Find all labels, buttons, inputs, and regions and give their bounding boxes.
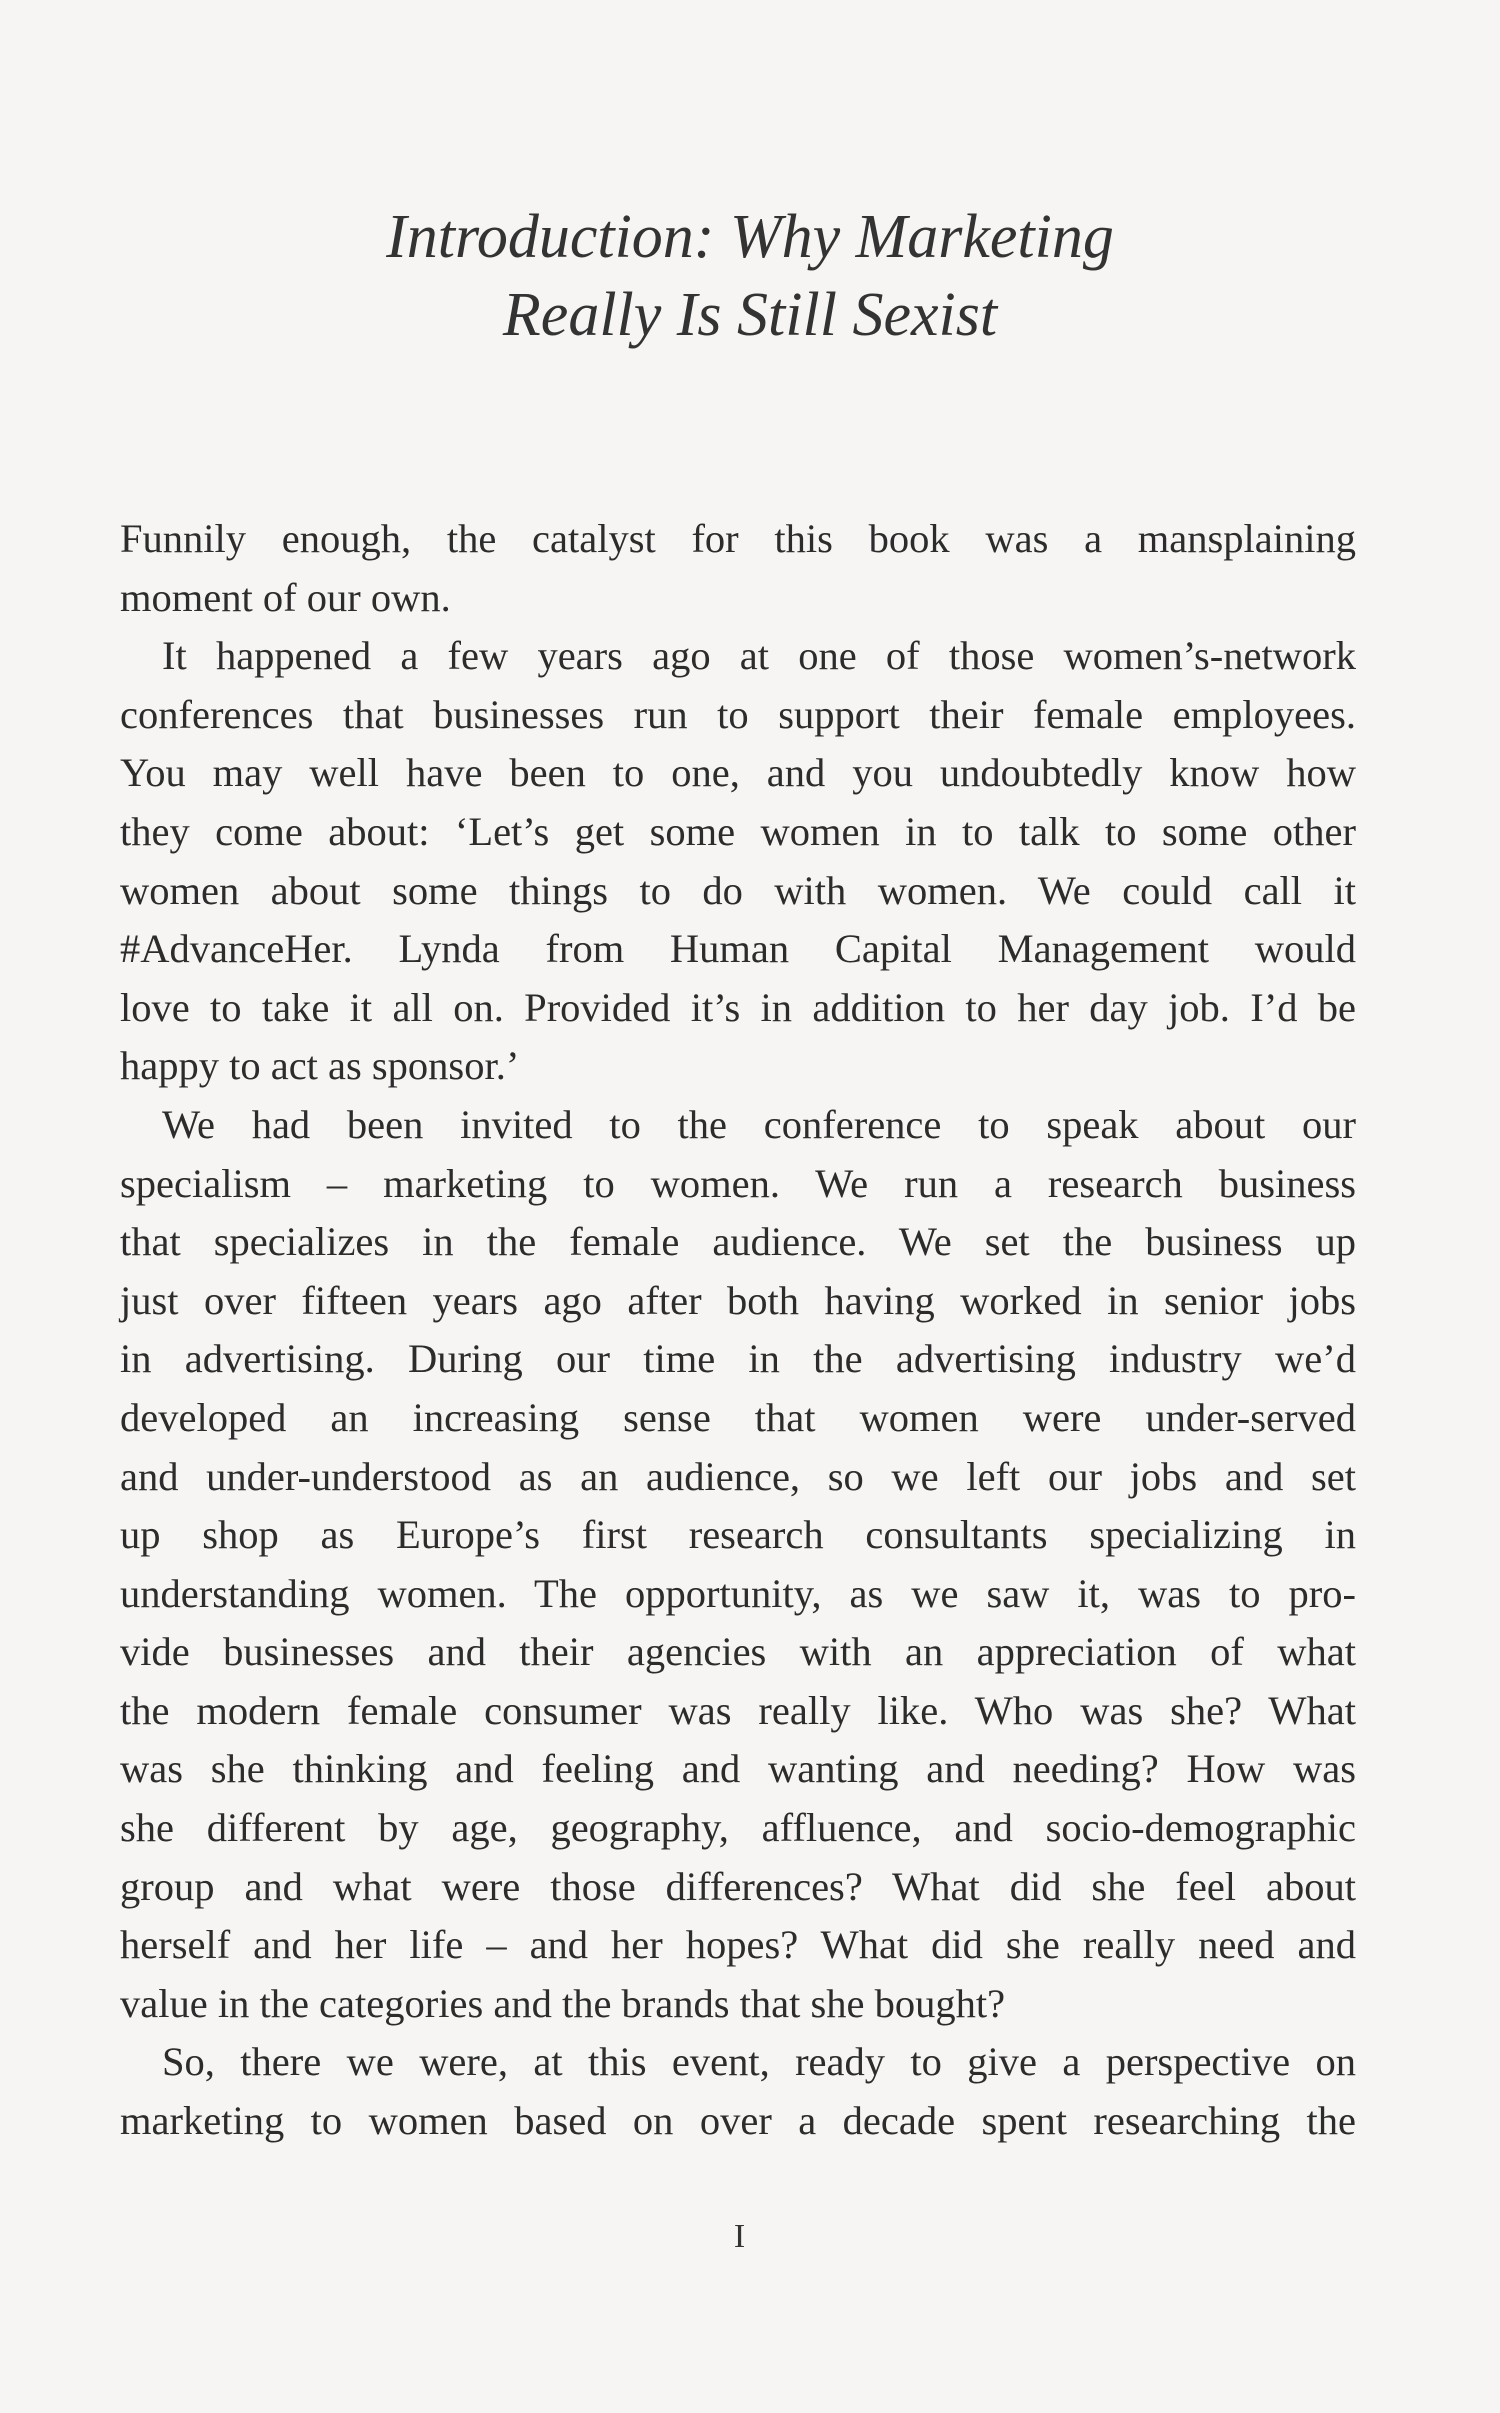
text-line: she different by age, geography, affluence, and socio-demographic [120, 1805, 1356, 1851]
text-line: understanding women. The opportunity, as we saw it, was to pro- [120, 1570, 1356, 1616]
text-line: #AdvanceHer. Lynda from Human Capital Management would [120, 926, 1356, 972]
text-line: just over fifteen years ago after both having worked in senior jobs [120, 1277, 1356, 1323]
text-line: love to take it all on. Provided it’s in addition to her day job. I’d be [120, 984, 1356, 1030]
text-line: Funnily enough, the catalyst for this book was a mansplaining [120, 516, 1356, 561]
text-line: that specializes in the female audience. We set the business up [120, 1219, 1356, 1265]
body-text [120, 510, 1356, 2151]
text-line: they come about: ‘Let’s get some women in to talk to some other [120, 808, 1356, 854]
chapter-title-line-1: Introduction: Why Marketing [386, 203, 1114, 271]
text-line: up shop as Europe’s first research consultants specializing in [120, 1512, 1356, 1558]
text-line: marketing to women based on over a decade spent researching the [120, 2098, 1356, 2144]
text-line: was she thinking and feeling and wanting and needing? How was [120, 1746, 1356, 1792]
text-line: happy to act as sponsor.’ [120, 1043, 520, 1089]
text-line: So, there we were, at this event, ready to give a perspective on [162, 2039, 1356, 2085]
text-line: in advertising. During our time in the advertising industry we’d [120, 1336, 1356, 1382]
chapter-title-line-2: Really Is Still Sexist [502, 281, 998, 349]
text-line: You may well have been to one, and you undoubtedly know how [120, 750, 1356, 796]
text-line: value in the categories and the brands that she bought? [120, 1980, 1006, 2026]
text-line: conferences that businesses run to support their female employees. [120, 691, 1356, 737]
chapter-title [200, 198, 1300, 354]
text-line: specialism – marketing to women. We run a research business [120, 1160, 1356, 1206]
text-line: herself and her life – and her hopes? What did she really need and [120, 1922, 1356, 1968]
text-line: and under-understood as an audience, so we left our jobs and set [120, 1453, 1356, 1499]
text-line: group and what were those differences? What did she feel about [120, 1863, 1356, 1909]
page-number: I [733, 2218, 747, 2255]
text-line: vide businesses and their agencies with an appreciation of what [120, 1629, 1356, 1675]
text-line: We had been invited to the conference to speak about our [162, 1101, 1356, 1147]
text-line: It happened a few years ago at one of those women’s-network [162, 633, 1356, 679]
text-line: moment of our own. [120, 574, 451, 620]
text-line: developed an increasing sense that women were under-served [120, 1394, 1356, 1440]
text-line: women about some things to do with women. We could call it [120, 867, 1356, 913]
text-line: the modern female consumer was really like. Who was she? What [120, 1687, 1356, 1733]
